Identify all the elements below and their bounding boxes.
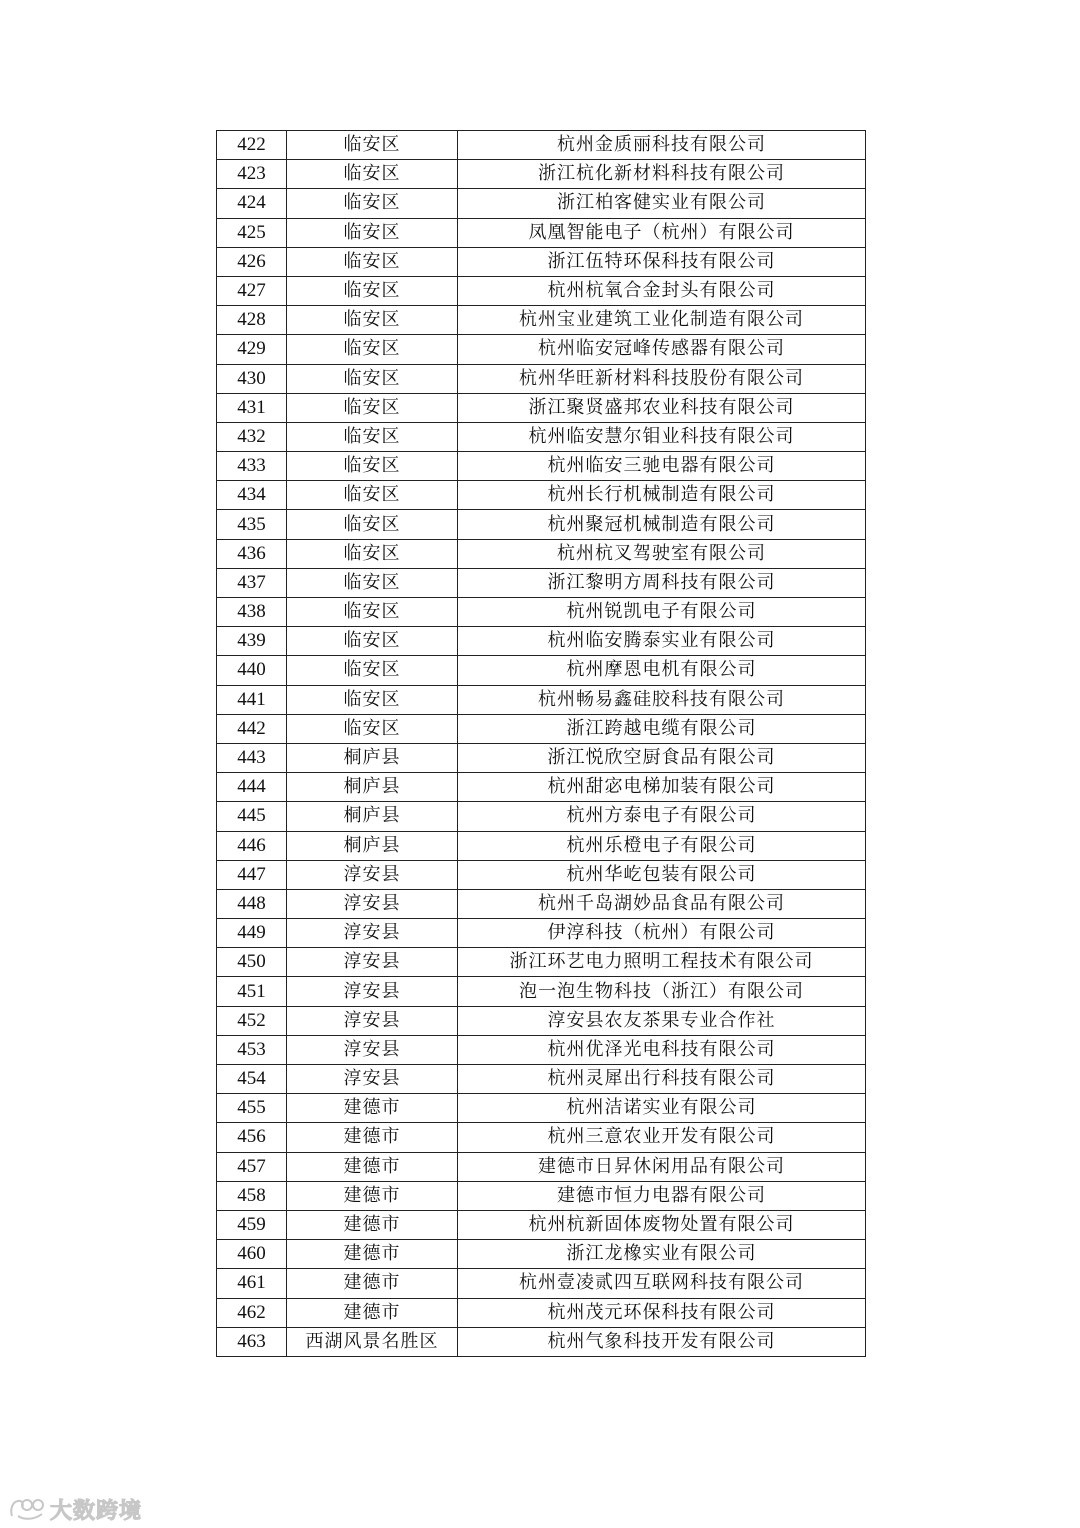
row-company-name: 杭州杭新固体废物处置有限公司	[458, 1210, 866, 1239]
row-company-name: 浙江黎明方周科技有限公司	[458, 568, 866, 597]
row-company-name: 杭州临安冠峰传感器有限公司	[458, 335, 866, 364]
row-company-name: 杭州聚冠机械制造有限公司	[458, 510, 866, 539]
table-row	[217, 452, 866, 481]
row-region: 建德市	[287, 1094, 458, 1123]
row-region: 桐庐县	[287, 743, 458, 772]
row-number: 440	[217, 656, 287, 685]
row-company-name: 杭州三意农业开发有限公司	[458, 1123, 866, 1152]
row-company-name: 浙江跨越电缆有限公司	[458, 714, 866, 743]
row-region: 淳安县	[287, 948, 458, 977]
row-number: 458	[217, 1181, 287, 1210]
row-number: 459	[217, 1210, 287, 1239]
row-company-name: 杭州乐橙电子有限公司	[458, 831, 866, 860]
row-number: 430	[217, 364, 287, 393]
row-region: 临安区	[287, 568, 458, 597]
row-number: 463	[217, 1327, 287, 1356]
row-number: 451	[217, 977, 287, 1006]
table-row	[217, 948, 866, 977]
table-row	[217, 1269, 866, 1298]
row-company-name: 杭州畅易鑫硅胶科技有限公司	[458, 685, 866, 714]
row-region: 桐庐县	[287, 802, 458, 831]
row-company-name: 杭州杭氧合金封头有限公司	[458, 276, 866, 305]
row-number: 450	[217, 948, 287, 977]
row-region: 建德市	[287, 1240, 458, 1269]
row-region: 建德市	[287, 1269, 458, 1298]
row-number: 453	[217, 1035, 287, 1064]
row-region: 淳安县	[287, 1006, 458, 1035]
row-region: 建德市	[287, 1152, 458, 1181]
table-row	[217, 1240, 866, 1269]
row-number: 436	[217, 539, 287, 568]
row-number: 432	[217, 422, 287, 451]
row-region: 淳安县	[287, 977, 458, 1006]
table-body	[217, 131, 866, 1357]
row-number: 434	[217, 481, 287, 510]
row-number: 443	[217, 743, 287, 772]
row-region: 临安区	[287, 160, 458, 189]
table-row	[217, 335, 866, 364]
table-row	[217, 160, 866, 189]
row-region: 临安区	[287, 335, 458, 364]
row-number: 449	[217, 919, 287, 948]
table-row	[217, 1094, 866, 1123]
row-region: 淳安县	[287, 860, 458, 889]
row-number: 448	[217, 889, 287, 918]
row-number: 426	[217, 247, 287, 276]
row-region: 临安区	[287, 218, 458, 247]
row-number: 428	[217, 306, 287, 335]
row-number: 444	[217, 773, 287, 802]
row-company-name: 浙江杭化新材料科技有限公司	[458, 160, 866, 189]
row-company-name: 杭州金质丽科技有限公司	[458, 131, 866, 160]
row-region: 临安区	[287, 452, 458, 481]
row-number: 433	[217, 452, 287, 481]
row-region: 临安区	[287, 714, 458, 743]
row-company-name: 凤凰智能电子（杭州）有限公司	[458, 218, 866, 247]
table-row	[217, 685, 866, 714]
row-region: 西湖风景名胜区	[287, 1327, 458, 1356]
row-number: 442	[217, 714, 287, 743]
row-company-name: 杭州华屹包装有限公司	[458, 860, 866, 889]
row-region: 临安区	[287, 189, 458, 218]
table-row	[217, 802, 866, 831]
row-company-name: 杭州长行机械制造有限公司	[458, 481, 866, 510]
row-region: 临安区	[287, 422, 458, 451]
row-company-name: 杭州气象科技开发有限公司	[458, 1327, 866, 1356]
row-number: 427	[217, 276, 287, 305]
row-region: 建德市	[287, 1123, 458, 1152]
row-company-name: 建德市日昇休闲用品有限公司	[458, 1152, 866, 1181]
row-company-name: 杭州临安三驰电器有限公司	[458, 452, 866, 481]
row-number: 461	[217, 1269, 287, 1298]
row-number: 439	[217, 627, 287, 656]
row-company-name: 浙江环艺电力照明工程技术有限公司	[458, 948, 866, 977]
table-row	[217, 481, 866, 510]
row-number: 435	[217, 510, 287, 539]
row-number: 462	[217, 1298, 287, 1327]
row-company-name: 杭州甜宓电梯加装有限公司	[458, 773, 866, 802]
row-company-name: 杭州方泰电子有限公司	[458, 802, 866, 831]
row-company-name: 杭州临安慧尔钼业科技有限公司	[458, 422, 866, 451]
row-company-name: 杭州壹凌贰四互联网科技有限公司	[458, 1269, 866, 1298]
row-region: 临安区	[287, 393, 458, 422]
row-company-name: 浙江悦欣空厨食品有限公司	[458, 743, 866, 772]
row-region: 淳安县	[287, 1035, 458, 1064]
row-region: 临安区	[287, 247, 458, 276]
row-company-name: 杭州灵犀出行科技有限公司	[458, 1065, 866, 1094]
row-region: 淳安县	[287, 919, 458, 948]
row-region: 建德市	[287, 1298, 458, 1327]
row-company-name: 杭州茂元环保科技有限公司	[458, 1298, 866, 1327]
table-row	[217, 1210, 866, 1239]
row-number: 452	[217, 1006, 287, 1035]
row-company-name: 浙江龙橡实业有限公司	[458, 1240, 866, 1269]
row-number: 457	[217, 1152, 287, 1181]
company-list-table	[216, 130, 866, 1357]
watermark	[8, 1494, 142, 1524]
row-number: 460	[217, 1240, 287, 1269]
table-row	[217, 1298, 866, 1327]
row-number: 438	[217, 598, 287, 627]
table-row	[217, 568, 866, 597]
row-company-name: 杭州锐凯电子有限公司	[458, 598, 866, 627]
table-row	[217, 598, 866, 627]
row-number: 445	[217, 802, 287, 831]
row-company-name: 伊淳科技（杭州）有限公司	[458, 919, 866, 948]
table-row	[217, 1181, 866, 1210]
row-number: 431	[217, 393, 287, 422]
row-company-name: 浙江伍特环保科技有限公司	[458, 247, 866, 276]
row-number: 437	[217, 568, 287, 597]
row-number: 455	[217, 1094, 287, 1123]
row-company-name: 杭州临安腾泰实业有限公司	[458, 627, 866, 656]
row-region: 临安区	[287, 364, 458, 393]
row-region: 桐庐县	[287, 773, 458, 802]
table-row	[217, 218, 866, 247]
table-row	[217, 919, 866, 948]
row-company-name: 杭州摩恩电机有限公司	[458, 656, 866, 685]
row-region: 临安区	[287, 685, 458, 714]
watermark-text: 大数跨境	[50, 1498, 143, 1524]
table-row	[217, 831, 866, 860]
table-row	[217, 1123, 866, 1152]
row-region: 淳安县	[287, 1065, 458, 1094]
row-number: 425	[217, 218, 287, 247]
table-row	[217, 743, 866, 772]
row-number: 441	[217, 685, 287, 714]
table-row	[217, 1327, 866, 1356]
table-row	[217, 1152, 866, 1181]
row-company-name: 杭州宝业建筑工业化制造有限公司	[458, 306, 866, 335]
table-row	[217, 189, 866, 218]
table-row	[217, 1006, 866, 1035]
row-company-name: 浙江聚贤盛邦农业科技有限公司	[458, 393, 866, 422]
table-row	[217, 627, 866, 656]
row-number: 447	[217, 860, 287, 889]
row-region: 临安区	[287, 131, 458, 160]
table-row	[217, 889, 866, 918]
row-company-name: 杭州优泽光电科技有限公司	[458, 1035, 866, 1064]
table-row	[217, 1035, 866, 1064]
row-company-name: 杭州洁诺实业有限公司	[458, 1094, 866, 1123]
row-region: 建德市	[287, 1181, 458, 1210]
row-company-name: 杭州华旺新材料科技股份有限公司	[458, 364, 866, 393]
row-region: 临安区	[287, 539, 458, 568]
row-region: 建德市	[287, 1210, 458, 1239]
row-company-name: 泡一泡生物科技（浙江）有限公司	[458, 977, 866, 1006]
row-number: 429	[217, 335, 287, 364]
table-row	[217, 539, 866, 568]
row-region: 淳安县	[287, 889, 458, 918]
row-company-name: 杭州杭叉驾驶室有限公司	[458, 539, 866, 568]
table-row	[217, 977, 866, 1006]
logo-icon	[8, 1496, 46, 1522]
row-region: 临安区	[287, 481, 458, 510]
table-row	[217, 510, 866, 539]
table-row	[217, 364, 866, 393]
table-row	[217, 773, 866, 802]
row-region: 桐庐县	[287, 831, 458, 860]
row-number: 456	[217, 1123, 287, 1152]
table-row	[217, 131, 866, 160]
table-row	[217, 656, 866, 685]
table-row	[217, 714, 866, 743]
row-region: 临安区	[287, 276, 458, 305]
row-region: 临安区	[287, 627, 458, 656]
row-number: 424	[217, 189, 287, 218]
table-row	[217, 276, 866, 305]
table-row	[217, 247, 866, 276]
table-row	[217, 860, 866, 889]
row-region: 临安区	[287, 510, 458, 539]
row-region: 临安区	[287, 598, 458, 627]
row-number: 454	[217, 1065, 287, 1094]
row-number: 423	[217, 160, 287, 189]
row-company-name: 杭州千岛湖妙品食品有限公司	[458, 889, 866, 918]
row-company-name: 浙江柏客健实业有限公司	[458, 189, 866, 218]
row-number: 446	[217, 831, 287, 860]
table-row	[217, 422, 866, 451]
table-row	[217, 306, 866, 335]
table-row	[217, 1065, 866, 1094]
table-row	[217, 393, 866, 422]
row-region: 临安区	[287, 656, 458, 685]
row-region: 临安区	[287, 306, 458, 335]
row-company-name: 建德市恒力电器有限公司	[458, 1181, 866, 1210]
row-number: 422	[217, 131, 287, 160]
row-company-name: 淳安县农友茶果专业合作社	[458, 1006, 866, 1035]
